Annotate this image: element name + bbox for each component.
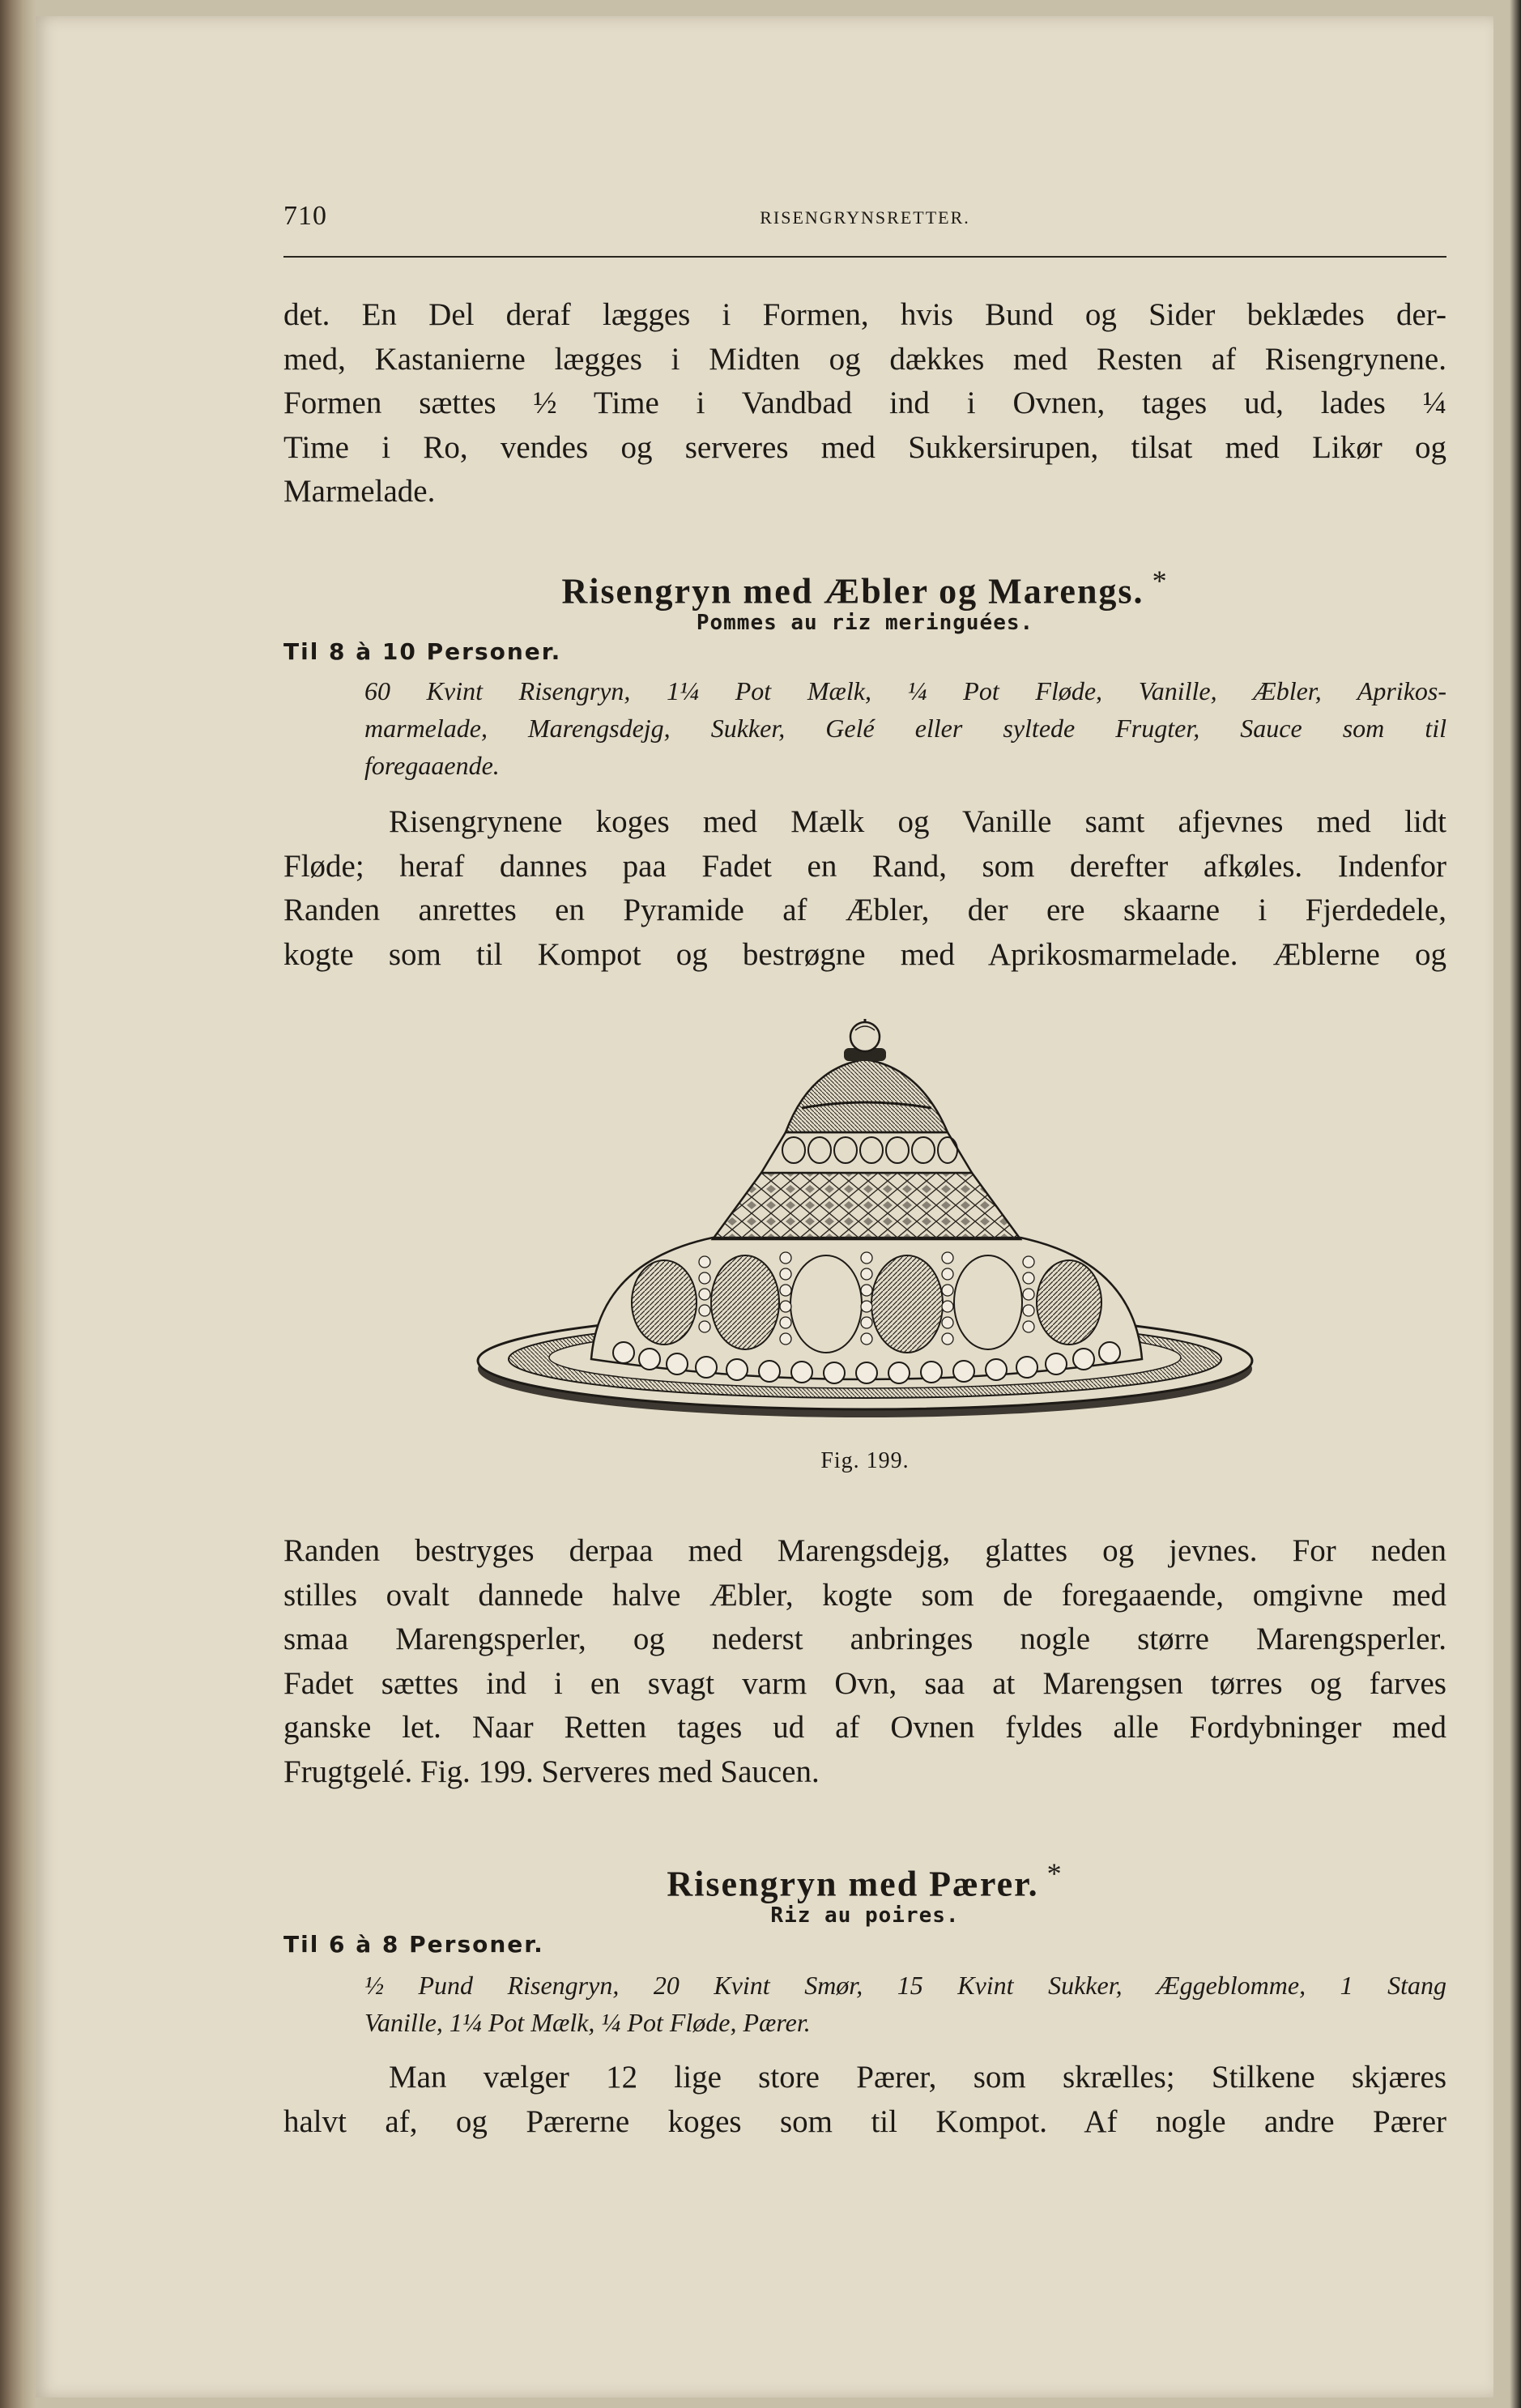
recipe-title-text: Risengryn med Æbler og Marengs. (561, 571, 1144, 612)
ingredients-line: 60 Kvint Risengryn, 1¼ Pot Mælk, ¼ Pot Fløde, Vanille, Æbler, Aprikos- (364, 676, 1446, 705)
ingredients-line: foregaaende. (364, 751, 500, 780)
text-line: kogte som til Kompot og bestrøgne med Aprikosmarmelade. Æblerne og (283, 936, 1446, 972)
asterisk-mark: * (1046, 1857, 1063, 1890)
page-number: 710 (283, 201, 327, 231)
text-line: Time i Ro, vendes og serveres med Sukkersirupen, tilsat med Likør og (283, 429, 1446, 465)
recipe-paragraph (283, 800, 1446, 977)
text-line: Randen anrettes en Pyramide af Æbler, der ere skaarne i Fjerdedele, (283, 893, 1446, 927)
recipe-paragraph (283, 2056, 1446, 2144)
text-line: ganske let. Naar Retten tages ud af Ovnen fyldes alle Fordybninger med (283, 1710, 1446, 1745)
text-line: smaa Marengsperler, og nederst anbringes nogle større Marengsperler. (283, 1622, 1446, 1656)
asterisk-mark: * (1152, 565, 1169, 597)
figure-caption: Fig. 199. (820, 1448, 910, 1473)
ingredients-line: ½ Pund Risengryn, 20 Kvint Smør, 15 Kvint Sukker, Æggeblomme, 1 Stang (364, 1971, 1446, 2000)
ingredients-list (364, 672, 1446, 784)
pyramid-cone (786, 1059, 948, 1132)
running-head (283, 201, 1446, 233)
text-line: halvt af, og Pærerne koges som til Kompot. Af nogle andre Pærer (283, 2103, 1446, 2139)
text-line: Fadet sættes ind i en svagt varm Ovn, saa at Marengsen tørres og farves (283, 1665, 1446, 1701)
book-page (36, 16, 1493, 2397)
ingredients-line: Vanille, 1¼ Pot Mælk, ¼ Pot Fløde, Pærer. (364, 2008, 811, 2037)
french-title: Pommes au riz meringuées. (696, 611, 1034, 635)
french-title: Riz au poires. (770, 1903, 960, 1928)
dessert-illustration (470, 1019, 1260, 1432)
text-line: det. En Del deraf lægges i Formen, hvis Bund og Sider beklædes der- (283, 297, 1446, 332)
text-line: stilles ovalt dannede halve Æbler, kogte som de foregaaende, omgivne med (283, 1577, 1446, 1613)
text-line: Risengrynene koges med Mælk og Vanille samt afjevnes med lidt (389, 804, 1446, 839)
text-line: Randen bestryges derpaa med Marengsdejg, glattes og jevnes. For neden (283, 1533, 1446, 1568)
ingredients-line: marmelade, Marengsdejg, Sukker, Gelé eller syltede Frugter, Sauce som til (364, 714, 1446, 743)
header-rule (283, 256, 1446, 258)
book-binding (0, 0, 36, 2408)
recipe-title-text: Risengryn med Pærer. (667, 1864, 1039, 1904)
ingredients-list (364, 1967, 1446, 2041)
servings-label: Til 8 à 10 Personer. (283, 638, 562, 665)
text-line: Man vælger 12 lige store Pærer, som skrælles; Stilkene skjæres (389, 2060, 1446, 2095)
text-line: Frugtgelé. Fig. 199. Serveres med Saucen. (283, 1754, 820, 1789)
text-line: Fløde; heraf dannes paa Fadet en Rand, som derefter afkøles. Indenfor (283, 848, 1446, 884)
text-line: Formen sættes ½ Time i Vandbad ind i Ovnen, tages ud, lades ¼ (283, 386, 1446, 420)
text-line: Marmelade. (283, 474, 436, 509)
running-title: RISENGRYNSRETTER. (760, 207, 970, 228)
pyramid-band (713, 1173, 1020, 1239)
servings-label: Til 6 à 8 Personer. (283, 1931, 544, 1958)
page-edge (1510, 0, 1521, 2408)
recipe-title (283, 564, 1446, 612)
text-line: med, Kastanierne lægges i Midten og dækkes med Resten af Risengrynene. (283, 341, 1446, 377)
recipe-paragraph (283, 1529, 1446, 1794)
recipe-title (283, 1856, 1446, 1905)
intro-paragraph (283, 293, 1446, 514)
